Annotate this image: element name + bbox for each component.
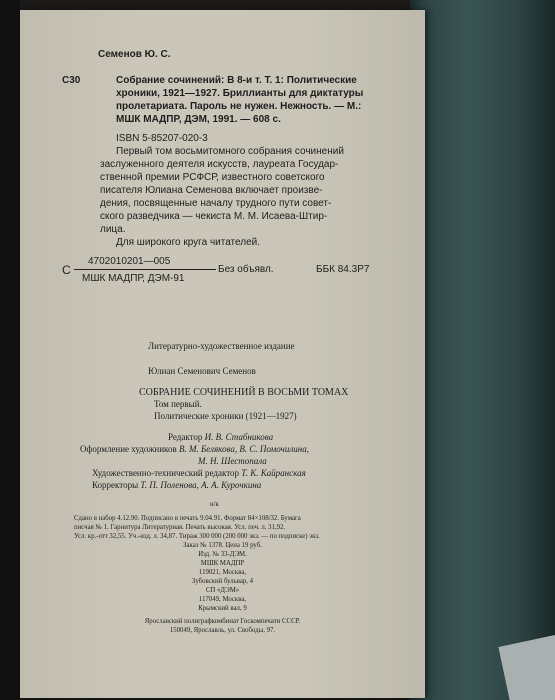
audience-note: Для широкого круга читателей. [116,237,261,248]
code-numerator: 4702010201—005 [88,256,171,267]
title-line: хроники, 1921—1927. Бриллианты для диктатуры [116,88,364,99]
production-line: 117049, Москва, [198,596,247,603]
bbk-code: ББК 84.3Р7 [316,264,370,275]
credit-role: Оформление художников [80,444,177,454]
code-prefix: С [62,263,71,277]
production-line: писчая № 1. Гарнитура Литературная. Печать высокая. Усл. печ. л. 31,92. [74,524,286,531]
author-full-name: Юлиан Семенович Семенов [148,366,256,376]
isbn: ISBN 5-85207-020-3 [116,133,208,144]
production-line: Усл. кр.-отт 32,55. Уч.-изд. л. 34,87. Тираж 300 000 (200 000 экз. — по подписке) экз. [74,533,320,540]
credit-designers-cont: М. Н. Шестопала [198,456,267,466]
production-line: Крымский вал, 9 [198,605,247,612]
mark-nk: н/к [210,501,219,508]
production-line: 150049, Ярославль, ул. Свободы, 97. [169,627,276,634]
annotation-line: заслуженного деятеля искусств, лауреата Государ- [100,159,339,170]
annotation-line: ственной премии РСФСР, известного советского [100,172,325,183]
title-line: пролетариата. Пароль не нужен. Нежность. — М.: [116,101,362,112]
credit-name: Т. К. Кайранская [241,468,306,478]
credit-designers [80,444,309,455]
code-denominator: МШК МАДПР, ДЭМ-91 [82,273,185,284]
title-line: Собрание сочинений: В 8-и т. Т. 1: Политические [116,75,357,86]
credit-proofreaders [92,480,261,491]
credit-role: Художественно-технический редактор [92,468,240,478]
annotation-line: Первый том восьмитомного собрания сочинений [116,146,344,157]
production-line: Зубовский бульвар, 4 [191,578,254,585]
production-line: Заказ № 1378. Цена 19 руб. [183,542,262,549]
title-line: МШК МАДПР, ДЭМ, 1991. — 608 с. [116,114,281,125]
credit-role: Корректоры [92,480,139,490]
catalog-index: С30 [62,75,81,86]
bibliographic-description [116,74,416,126]
credit-name: И. В. Стабникова [204,432,274,442]
book-cover-edge [410,0,555,700]
annotation-line: ского разведчика — чекиста М. М. Исаева-Штир- [100,211,328,222]
dark-background [0,0,20,700]
book-page [20,10,425,698]
fraction-rule [74,269,216,270]
credit-name: В. М. Белякова, В. С. Помочилина, [178,444,309,454]
credit-name: Т. П. Поленова, А. А. Курочкина [140,480,262,490]
production-line: Сдано в набор 4.12.90. Подписано в печать 9.04.91. Формат 84×108/32. Бумага [74,515,301,522]
edition-type: Литературно-художественное издание [148,341,295,351]
volume-subtitle: Политические хроники (1921—1927) [154,411,297,421]
corner-paper-strip [498,635,555,700]
production-line: Ярославский полиграфкомбинат Госкомпечати СССР. [144,618,301,625]
collection-title: СОБРАНИЕ СОЧИНЕНИЙ В ВОСЬМИ ТОМАХ [139,387,349,398]
credit-editor [168,432,273,443]
annotation-line: дения, посвященные началу трудного пути совет- [100,198,332,209]
author-line: Семенов Ю. С. [98,49,171,60]
production-line: Изд. № 33-ДЭМ. [198,551,247,558]
annotation [100,145,410,236]
volume-number: Том первый. [154,399,202,409]
credit-role: Редактор [168,432,203,442]
production-line: МШК МАДПР [200,560,245,567]
no-announcement: Без объявл. [218,264,274,275]
annotation-line: писателя Юлиана Семенова включает произве- [100,185,323,196]
production-line: СП «ДЭМ» [205,587,240,594]
production-line: 119021, Москва, [198,569,247,576]
credit-tech-editor [92,468,306,479]
annotation-line: лица. [100,224,126,235]
